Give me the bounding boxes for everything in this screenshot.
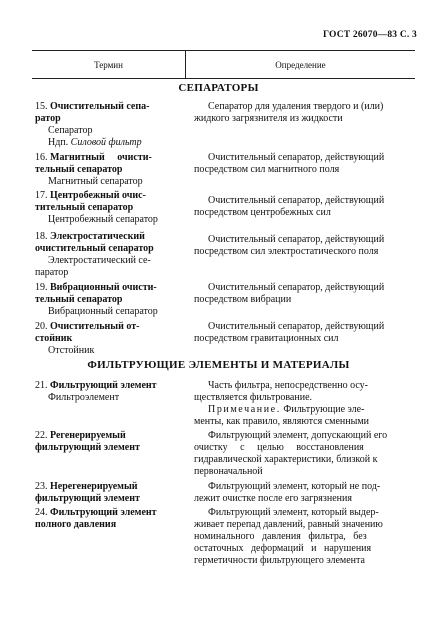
ndp-prefix: Ндп. bbox=[48, 137, 69, 148]
table-header-rule bbox=[32, 78, 415, 79]
term-entry-23: 23. Нерегенерируемый фильтрующий элемент bbox=[35, 481, 140, 504]
term-entry-18: 18. Электростатический очистительный сепаратор Электростатический се- паратор bbox=[35, 231, 154, 278]
term-name: Очистительный сепа- bbox=[50, 101, 150, 112]
term-entry-20: 20. Очистительный от- стойник Отстойник bbox=[35, 321, 140, 356]
column-header-term: Термин bbox=[94, 60, 123, 70]
column-header-definition: Определение bbox=[275, 60, 326, 70]
term-entry-21: 21. Фильтрующий элемент Фильтроэлемент bbox=[35, 380, 157, 403]
definition-entry-22: Фильтрующий элемент, допускающий его очистку с целью восстановления гидравлической характеристики, близкой к первоначальной bbox=[194, 430, 388, 477]
definition-entry-21: Часть фильтра, непосредственно осу- ществляется фильтрование. Примечание. Фильтрующие эле- менты, как правило, являются сменными bbox=[194, 380, 370, 427]
term-synonym: Сепаратор bbox=[48, 125, 93, 136]
definition-entry-16: Очистительный сепаратор, действующий посредством сил магнитного поля bbox=[194, 152, 385, 175]
definition-entry-15: Сепаратор для удаления твердого и (или) жидкого загрязнителя из жидкости bbox=[194, 101, 384, 124]
definition-entry-18: Очистительный сепаратор, действующий посредством сил электростатического поля bbox=[194, 234, 385, 257]
term-entry-16: 16. Магнитный очисти- тельный сепаратор Магнитный сепаратор bbox=[35, 152, 152, 187]
definition-entry-23: Фильтрующий элемент, который не под- лежит очистке после его загрязнения bbox=[194, 481, 381, 504]
definition-entry-20: Очистительный сепаратор, действующий посредством гравитационных сил bbox=[194, 321, 385, 344]
note-label: Примечание. bbox=[208, 404, 281, 415]
ndp-term: Силовой фильтр bbox=[70, 137, 142, 148]
section-title-separators: СЕПАРАТОРЫ bbox=[178, 82, 259, 94]
definition-entry-19: Очистительный сепаратор, действующий посредством вибрации bbox=[194, 282, 385, 305]
term-entry-17: 17. Центробежный очис- тительный сепаратор Центробежный сепаратор bbox=[35, 190, 158, 225]
term-entry-24: 24. Фильтрующий элемент полного давления bbox=[35, 507, 157, 530]
definition-entry-24: Фильтрующий элемент, который выдер- живает перепад давлений, равный значению номинального давления фильтра, без остаточных деформаций и нарушения герметичности фильтрующего элемента bbox=[194, 507, 383, 566]
term-name-cont: ратор bbox=[35, 113, 61, 124]
section-title-filter-elements: ФИЛЬТРУЮЩИЕ ЭЛЕМЕНТЫ И МАТЕРИАЛЫ bbox=[87, 359, 350, 371]
page-header-code: ГОСТ 26070—83 С. 3 bbox=[323, 30, 417, 40]
term-number: 15. bbox=[35, 101, 48, 112]
definition-entry-17: Очистительный сепаратор, действующий посредством центробежных сил bbox=[194, 195, 385, 218]
term-entry-22: 22. Регенерируемый фильтрующий элемент bbox=[35, 430, 140, 453]
table-top-rule bbox=[32, 50, 415, 51]
term-entry-15 bbox=[35, 101, 183, 149]
term-entry-19: 19. Вибрационный очисти- тельный сепаратор Вибрационный сепаратор bbox=[35, 282, 158, 317]
